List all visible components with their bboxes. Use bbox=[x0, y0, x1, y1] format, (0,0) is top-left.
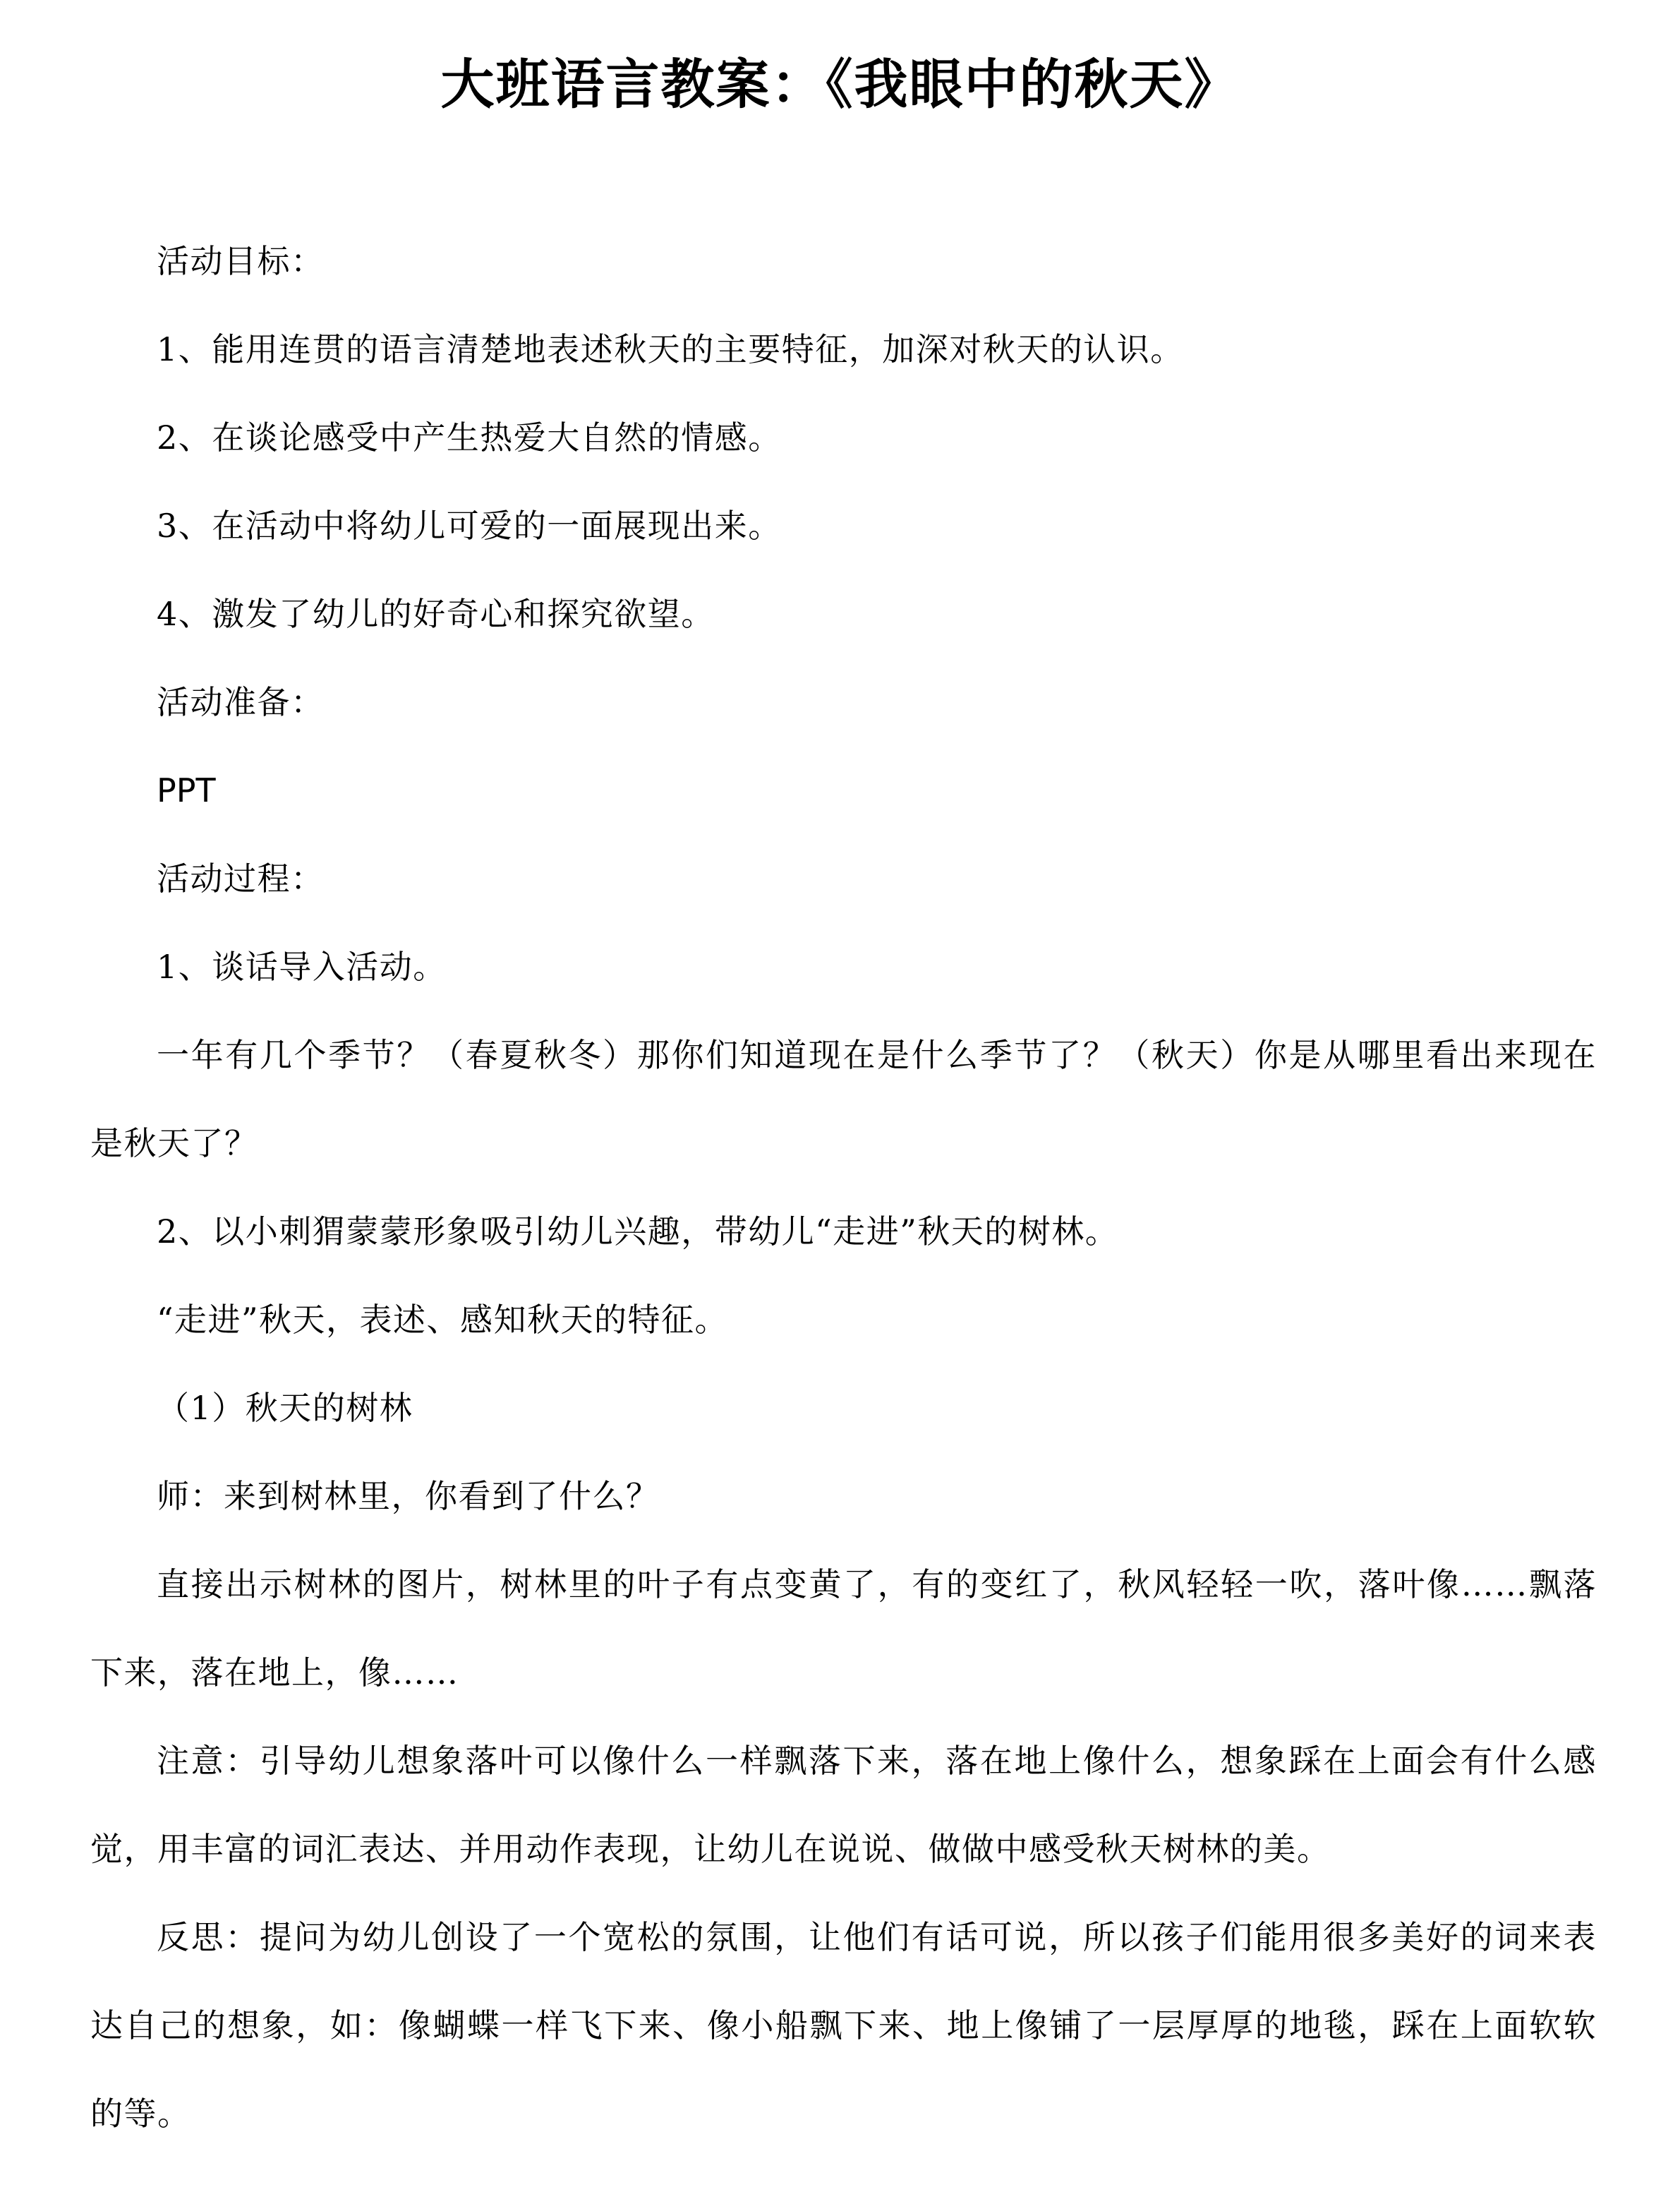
reflection-line-3: 的等。 bbox=[90, 2095, 191, 2133]
goal-item-3: 3、在活动中将幼儿可爱的一面展现出来。 bbox=[157, 507, 782, 545]
description-line-2: 下来，落在地上，像…… bbox=[90, 1653, 459, 1692]
step-1-paragraph-line-1: 一年有几个季节？（春夏秋冬）那你们知道现在是什么季节了？（秋天）你是从哪里看出来现在 bbox=[157, 1036, 1597, 1074]
sub-section-1-heading: （1）秋天的树林 bbox=[157, 1389, 413, 1427]
reflection-line-1: 反思：提问为幼儿创设了一个宽松的氛围，让他们有话可说，所以孩子们能用很多美好的词来表 bbox=[157, 1918, 1597, 1956]
step-1-heading: 1、谈话导入活动。 bbox=[157, 948, 447, 986]
section-heading-preparation: 活动准备： bbox=[157, 683, 325, 721]
goal-item-4: 4、激发了幼儿的好奇心和探究欲望。 bbox=[157, 595, 715, 633]
teacher-question: 师：来到树林里，你看到了什么？ bbox=[157, 1477, 660, 1515]
step-2-heading: 2、以小刺猬蒙蒙形象吸引幼儿兴趣，带幼儿“走进”秋天的树林。 bbox=[157, 1212, 1119, 1251]
reflection-line-2: 达自己的想象，如：像蝴蝶一样飞下来、像小船飘下来、地上像铺了一层厚厚的地毯，踩在上面软软 bbox=[90, 2006, 1597, 2044]
note-line-2: 觉，用丰富的词汇表达、并用动作表现，让幼儿在说说、做做中感受秋天树林的美。 bbox=[90, 1830, 1331, 1868]
section-heading-goals: 活动目标： bbox=[157, 242, 325, 280]
step-1-paragraph-line-2: 是秋天了？ bbox=[90, 1124, 258, 1162]
goal-item-1: 1、能用连贯的语言清楚地表述秋天的主要特征，加深对秋天的认识。 bbox=[157, 330, 1184, 368]
note-line-1: 注意：引导幼儿想象落叶可以像什么一样飘落下来，落在地上像什么，想象踩在上面会有什么感 bbox=[157, 1742, 1597, 1780]
preparation-content: PPT bbox=[157, 771, 216, 809]
document-title: 大班语言教案：《我眼中的秋天》 bbox=[440, 53, 1240, 116]
goal-item-2: 2、在谈论感受中产生热爱大自然的情感。 bbox=[157, 418, 782, 457]
description-line-1: 直接出示树林的图片，树林里的叶子有点变黄了，有的变红了，秋风轻轻一吹，落叶像……飘落 bbox=[157, 1565, 1597, 1603]
step-2-intro: “走进”秋天，表述、感知秋天的特征。 bbox=[157, 1301, 729, 1339]
section-heading-process: 活动过程： bbox=[157, 860, 325, 898]
